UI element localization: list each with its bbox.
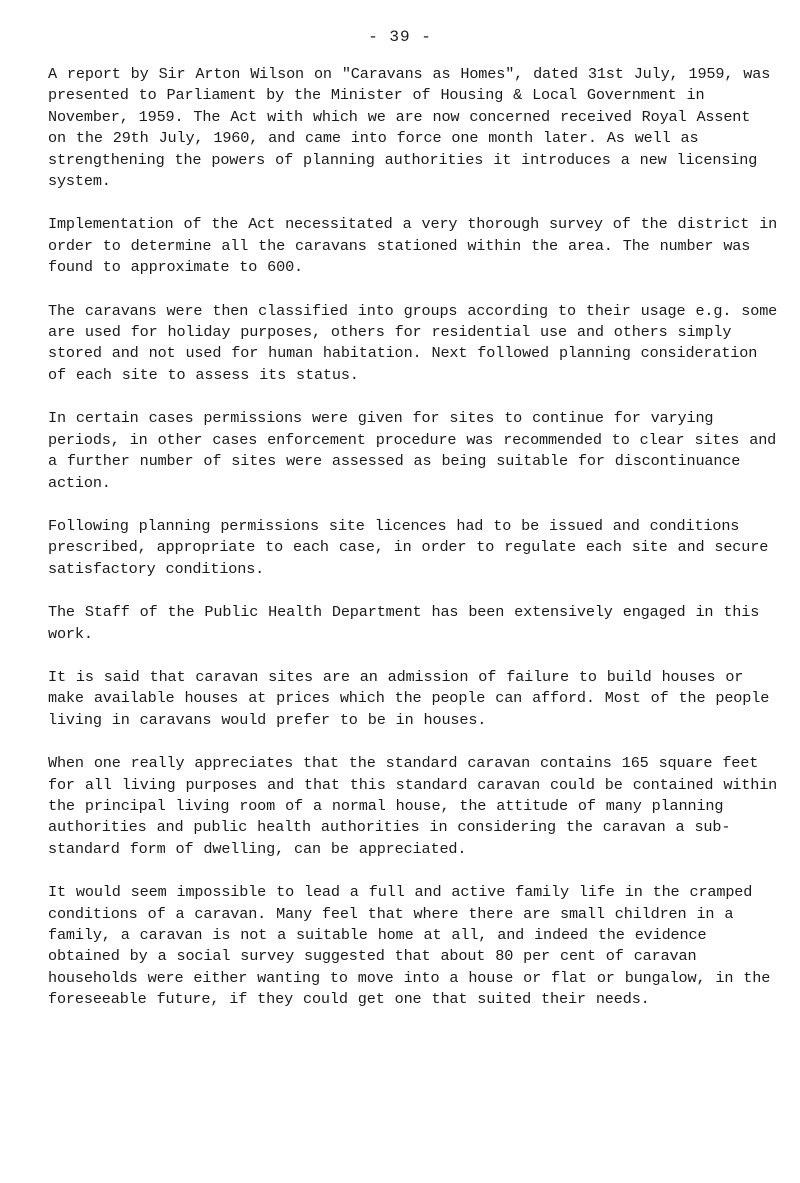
paragraph-survey: Implementation of the Act necessitated a very thorough survey of the district in order to determine all the caravans stationed within the area. The number was found to approximate to 600. xyxy=(48,215,778,277)
paragraph-family-life: It would seem impossible to lead a full and active family life in the cramped conditions of a caravan. Many feel that where there are small children in a family, a caravan is not a suitable home at all, and indeed the evidence obtained by a social survey suggested that about 80 per cent of caravan households were either wanting to move into a house or flat or bungalow, in the foreseeable future, if they could get one that suited their needs. xyxy=(48,883,771,1009)
paragraph-site-licences: Following planning permissions site licences had to be issued and conditions prescribed, appropriate to each case, in order to regulate each site and secure satisfactory conditions. xyxy=(48,516,769,578)
paragraph-classification: The caravans were then classified into groups according to their usage e.g. some are used for holiday purposes, others for residential use and others simply stored and not used for human habitation. Next followed planning consideration of each site to assess its status. xyxy=(48,301,778,384)
paragraph-permissions: In certain cases permissions were given for sites to continue for varying periods, in other cases enforcement procedure was recommended to clear sites and a further number of sites were assessed as being suitable for discontinuance action. xyxy=(48,409,777,492)
paragraph-standard-caravan: When one really appreciates that the standard caravan contains 165 square feet for all living purposes and that this standard caravan could be contained within the principal living room of a normal house, the attitude of many planning authorities and public health authorities in considering the caravan a sub-standard form of dwelling, can be appreciated. xyxy=(48,754,778,858)
paragraph-caravans-report: A report by Sir Arton Wilson on "Caravans as Homes", dated 31st July, 1959, was presented to Parliament by the Minister of Housing & Local Government in November, 1959. The Act with which we are now concerned received Royal Assent on the 29th July, 1960, and came into force one month later. As well as strengthening the powers of planning authorities it introduces a new licensing system. xyxy=(48,65,771,191)
body-text xyxy=(48,64,778,1033)
paragraph-staff: The Staff of the Public Health Department has been extensively engaged in this work. xyxy=(48,603,760,643)
paragraph-admission-of-failure: It is said that caravan sites are an admission of failure to build houses or make available houses at prices which the people can afford. Most of the people living in caravans would prefer to be in houses. xyxy=(48,667,770,729)
page-number: - 39 - xyxy=(368,28,432,46)
